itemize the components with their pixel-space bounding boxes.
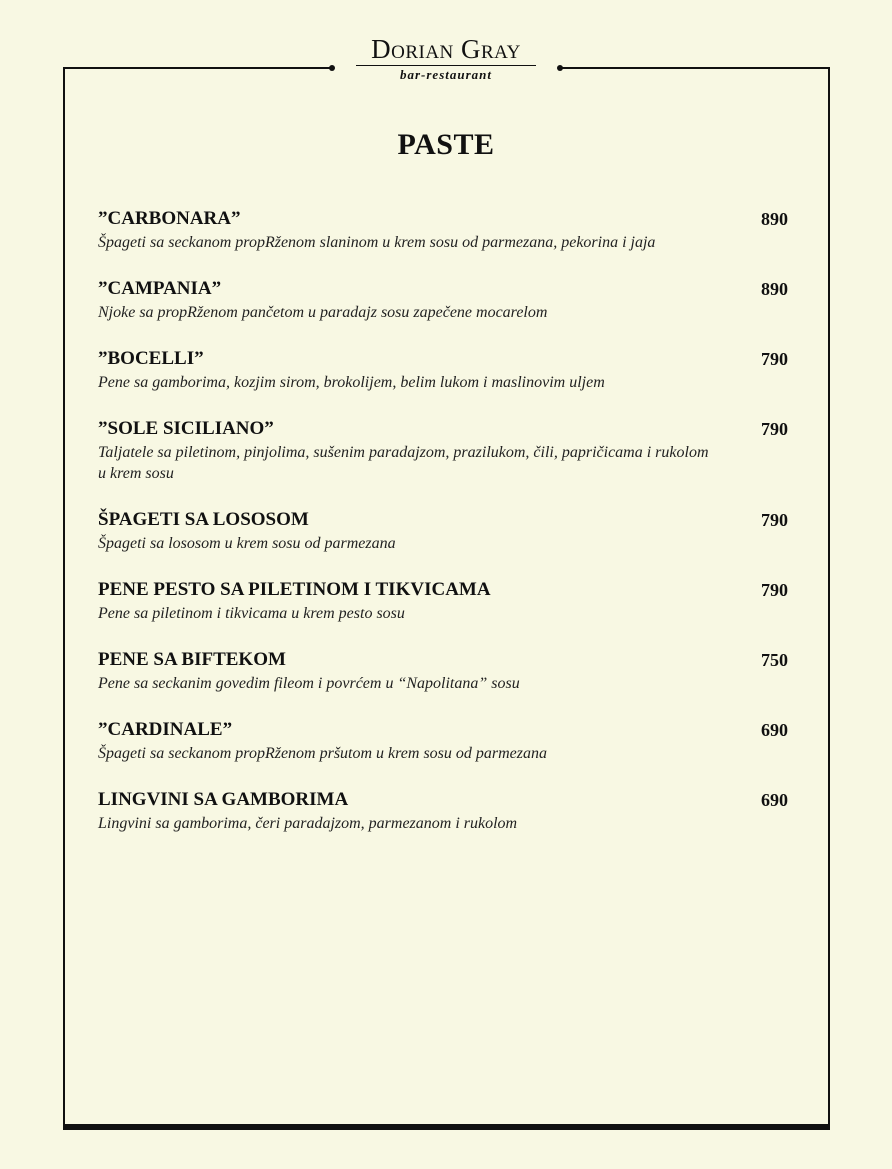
logo-name: Dorian Gray	[371, 34, 521, 64]
item-description: Pene sa seckanim govedim fileom i povrćem u “Napolitana” sosu	[98, 675, 520, 692]
menu-item	[98, 208, 788, 253]
item-description: Špageti sa seckanom propRženom slaninom u krem sosu od parmezana, pekorina i jaja	[98, 234, 656, 251]
menu-item	[98, 719, 788, 764]
section-title: PASTE	[397, 128, 495, 161]
item-name: ”BOCELLI”	[98, 348, 204, 369]
item-name: ”CARBONARA”	[98, 208, 241, 229]
item-name: ”CARDINALE”	[98, 719, 233, 740]
item-price: 890	[761, 279, 788, 299]
item-price: 790	[761, 510, 788, 530]
menu-item	[98, 509, 788, 554]
item-description: Špageti sa lososom u krem sosu od parmezana	[98, 535, 396, 552]
item-price: 790	[761, 580, 788, 600]
item-name: ”CAMPANIA”	[98, 278, 222, 299]
menu-item	[98, 348, 788, 393]
item-price: 890	[761, 209, 788, 229]
menu-item	[98, 579, 788, 624]
item-description: Lingvini sa gamborima, čeri paradajzom, parmezanom i rukolom	[98, 815, 518, 832]
item-name: LINGVINI SA GAMBORIMA	[98, 789, 349, 810]
frame-top-line-right	[560, 67, 830, 69]
item-name: ŠPAGETI SA LOSOSOM	[98, 509, 309, 530]
frame-top-line-left	[63, 67, 333, 69]
ornament-dot-left	[329, 65, 335, 71]
item-description: Njoke sa propRženom pančetom u paradajz sosu zapečene mocarelom	[98, 304, 548, 321]
item-name: PENE SA BIFTEKOM	[98, 649, 286, 670]
item-name: ”SOLE SICILIANO”	[98, 418, 274, 439]
ornament-dot-right	[557, 65, 563, 71]
menu-item	[98, 789, 788, 834]
menu-item	[98, 278, 788, 323]
item-price: 690	[761, 720, 788, 740]
item-name: PENE PESTO SA PILETINOM I TIKVICAMA	[98, 579, 491, 600]
item-price: 690	[761, 790, 788, 810]
menu-item	[98, 418, 788, 484]
menu-list	[98, 208, 788, 859]
item-price: 750	[761, 650, 788, 670]
menu-item	[98, 649, 788, 694]
restaurant-logo	[340, 34, 552, 82]
item-description: Taljatele sa piletinom, pinjolima, sušenim paradajzom, prazilukom, čili, papričicama i rukolom u krem sosu	[98, 444, 709, 482]
item-description: Špageti sa seckanom propRženom pršutom u krem sosu od parmezana	[98, 745, 547, 762]
item-description: Pene sa piletinom i tikvicama u krem pesto sosu	[98, 605, 405, 622]
item-price: 790	[761, 419, 788, 439]
item-description: Pene sa gamborima, kozjim sirom, brokolijem, belim lukom i maslinovim uljem	[98, 374, 605, 391]
logo-divider	[356, 65, 536, 66]
item-price: 790	[761, 349, 788, 369]
logo-subtitle: bar-restaurant	[399, 67, 493, 82]
